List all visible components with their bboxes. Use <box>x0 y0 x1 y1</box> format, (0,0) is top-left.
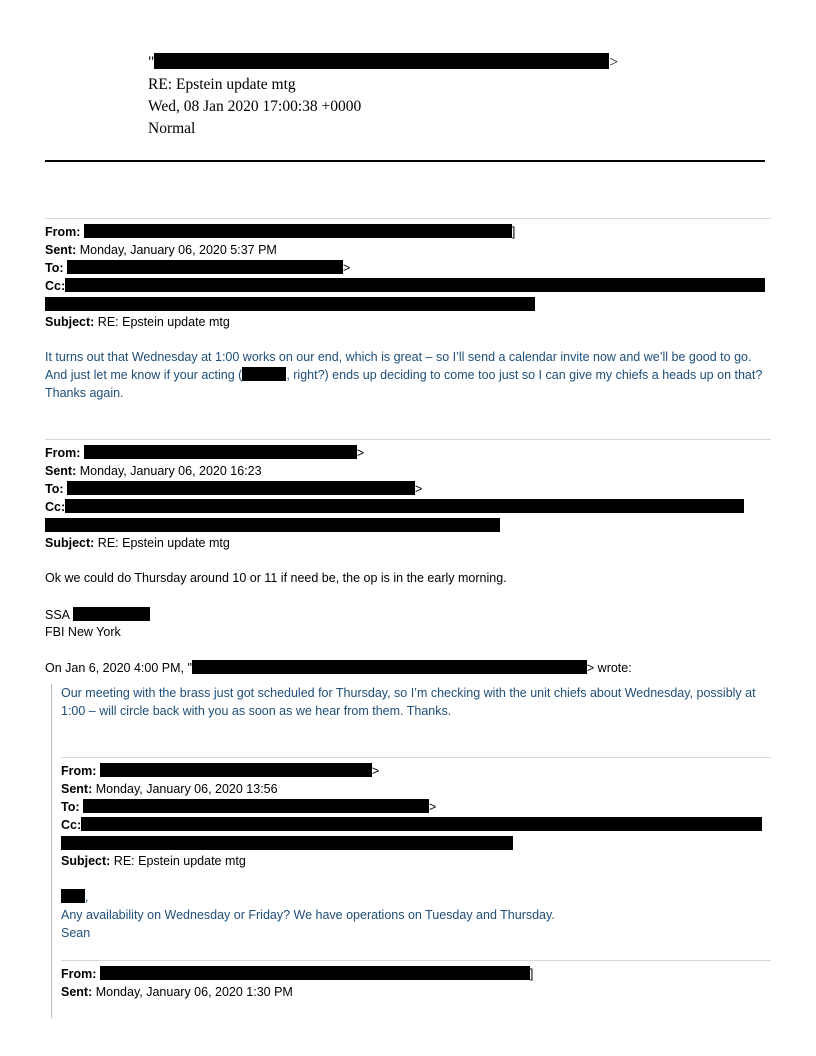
subject-value: RE: Epstein update mtg <box>148 76 296 93</box>
redaction-block <box>67 260 343 274</box>
redaction-block <box>61 836 513 850</box>
from-line: From: ] <box>61 967 534 981</box>
message-separator <box>61 757 771 758</box>
redaction-block <box>242 367 286 381</box>
sent-line: Sent: Monday, January 06, 2020 5:37 PM <box>45 243 277 257</box>
redaction-block <box>73 607 150 621</box>
to-line: To: > <box>61 800 437 814</box>
redaction-block <box>83 799 429 813</box>
header-divider <box>45 160 765 162</box>
quote-bar <box>51 684 52 1018</box>
signature-title: SSA <box>45 606 150 624</box>
cc-line: Cc: <box>61 816 762 834</box>
redaction-block <box>100 966 530 980</box>
from-line: From: ] <box>45 225 516 239</box>
message-body: Ok we could do Thursday around 10 or 11 if need be, the op is in the early morning. <box>45 571 507 585</box>
sent-line: Sent: Monday, January 06, 2020 1:30 PM <box>61 985 293 999</box>
to-line: To: > <box>45 261 351 275</box>
signature-name: Sean <box>61 926 91 940</box>
cc-line: Cc: <box>45 277 765 295</box>
redaction-block <box>154 53 609 69</box>
quote-intro: On Jan 6, 2020 4:00 PM, " > wrote: <box>45 661 632 675</box>
redaction-block <box>45 518 500 532</box>
message-separator <box>45 218 771 219</box>
sent-line: Sent: Monday, January 06, 2020 16:23 <box>45 464 262 478</box>
redaction-block <box>100 763 372 777</box>
message-separator <box>45 439 771 440</box>
subject-line: Subject: RE: Epstein update mtg <box>45 315 230 329</box>
message-separator <box>61 960 771 961</box>
redaction-block <box>67 481 415 495</box>
subject-line: Subject: RE: Epstein update mtg <box>45 536 230 550</box>
to-value: " > <box>148 54 619 71</box>
to-line: To: > <box>45 482 423 496</box>
redaction-block <box>81 817 762 831</box>
message-body: Any availability on Wednesday or Friday? We have operations on Tuesday and Thursday. <box>61 908 555 922</box>
date-value: Wed, 08 Jan 2020 17:00:38 +0000 <box>148 98 362 115</box>
importance-value: Normal <box>148 120 196 137</box>
greeting-line: , <box>61 888 88 906</box>
quoted-message-body: Our meeting with the brass just got scheduled for Thursday, so I’m checking with the unit chiefs about Wednesday, possibly at 1:00 – will circle back with you as soon as we hear from them. Thanks. <box>61 686 756 718</box>
cc-line: Cc: <box>45 498 744 516</box>
message-body: It turns out that Wednesday at 1:00 works on our end, which is great – so I’ll send a calendar invite now and we’ll be good to go. And just let me know if your acting ( , right?) ends up deciding to come too just so I can give my chiefs a heads up on that? Thanks again. <box>45 350 763 400</box>
from-line: From: > <box>61 764 380 778</box>
signature-org: FBI New York <box>45 625 121 639</box>
redaction-block <box>65 499 744 513</box>
subject-line: Subject: RE: Epstein update mtg <box>61 854 246 868</box>
redaction-block <box>61 889 85 903</box>
sent-line: Sent: Monday, January 06, 2020 13:56 <box>61 782 278 796</box>
redaction-block <box>84 445 357 459</box>
redaction-block <box>192 660 587 674</box>
redaction-block <box>84 224 512 238</box>
redaction-block <box>65 278 765 292</box>
redaction-block <box>45 297 535 311</box>
from-line: From: > <box>45 446 365 460</box>
